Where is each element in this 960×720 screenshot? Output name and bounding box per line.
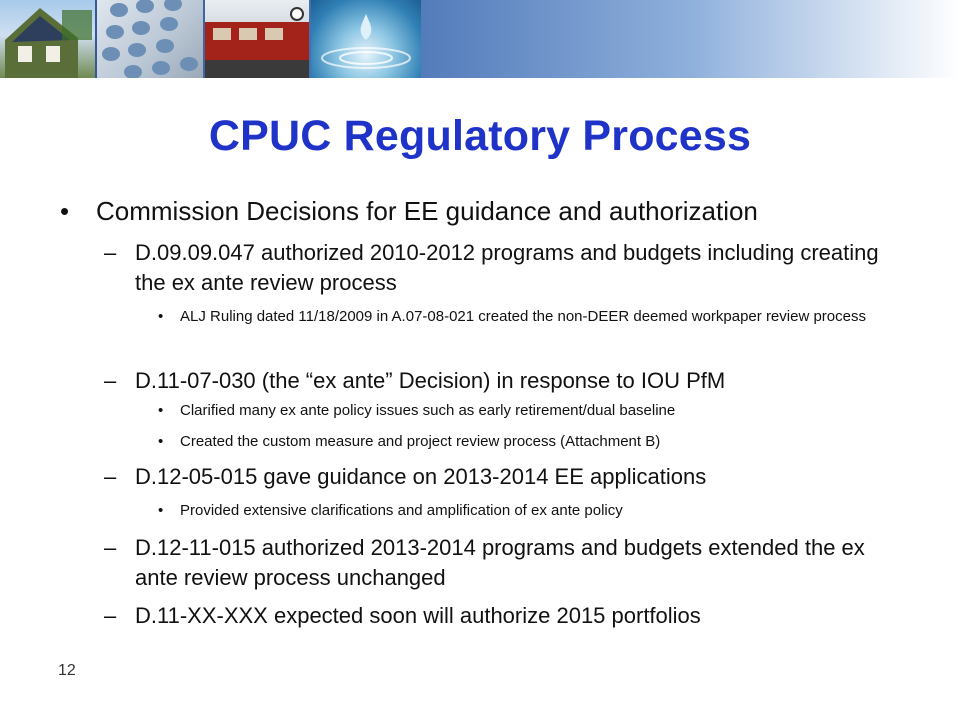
solar-house-photo xyxy=(0,0,95,78)
detail-bullet-text: Provided extensive clarifications and amplification of ex ante policy xyxy=(180,502,623,519)
main-bullet-text: Commission Decisions for EE guidance and authorization xyxy=(96,196,758,226)
header-banner xyxy=(0,0,960,78)
bullet-mark: • xyxy=(158,308,164,325)
dash-mark: – xyxy=(104,464,117,489)
slide-number: 12 xyxy=(58,662,76,679)
detail-bullet-text: Clarified many ex ante policy issues such as early retirement/dual baseline xyxy=(180,402,676,419)
water-drop-photo xyxy=(311,0,421,78)
detail-bullet-text: ALJ Ruling dated 11/18/2009 in A.07-08-021 created the non-DEER deemed workpaper review process xyxy=(180,308,866,325)
dash-mark: – xyxy=(104,368,117,393)
bullet-mark: • xyxy=(60,196,70,226)
dash-mark: – xyxy=(104,535,117,560)
sub-bullet-text: D.09.09.047 authorized 2010-2012 programs and budgets including creating the ex ante review process xyxy=(135,240,879,295)
sub-bullet-text: D.11-XX-XXX expected soon will authorize 2015 portfolios xyxy=(135,603,701,628)
sub-bullet-text: D.12-05-015 gave guidance on 2013-2014 EE applications xyxy=(135,464,707,489)
sub-bullet-text: D.11-07-030 (the “ex ante” Decision) in response to IOU PfM xyxy=(135,368,726,393)
train-photo xyxy=(205,0,309,78)
slide-title: CPUC Regulatory Process xyxy=(208,112,752,160)
bullet-mark: • xyxy=(158,502,164,519)
bullet-mark: • xyxy=(158,433,164,450)
telephone-keypad-photo xyxy=(97,0,203,78)
sub-bullet-text: D.12-11-015 authorized 2013-2014 programs and budgets extended the ex ante review process unchanged xyxy=(135,535,865,590)
bullet-mark: • xyxy=(158,402,164,419)
dash-mark: – xyxy=(104,603,117,628)
dash-mark: – xyxy=(104,240,117,265)
detail-bullet-text: Created the custom measure and project review process (Attachment B) xyxy=(180,433,661,450)
